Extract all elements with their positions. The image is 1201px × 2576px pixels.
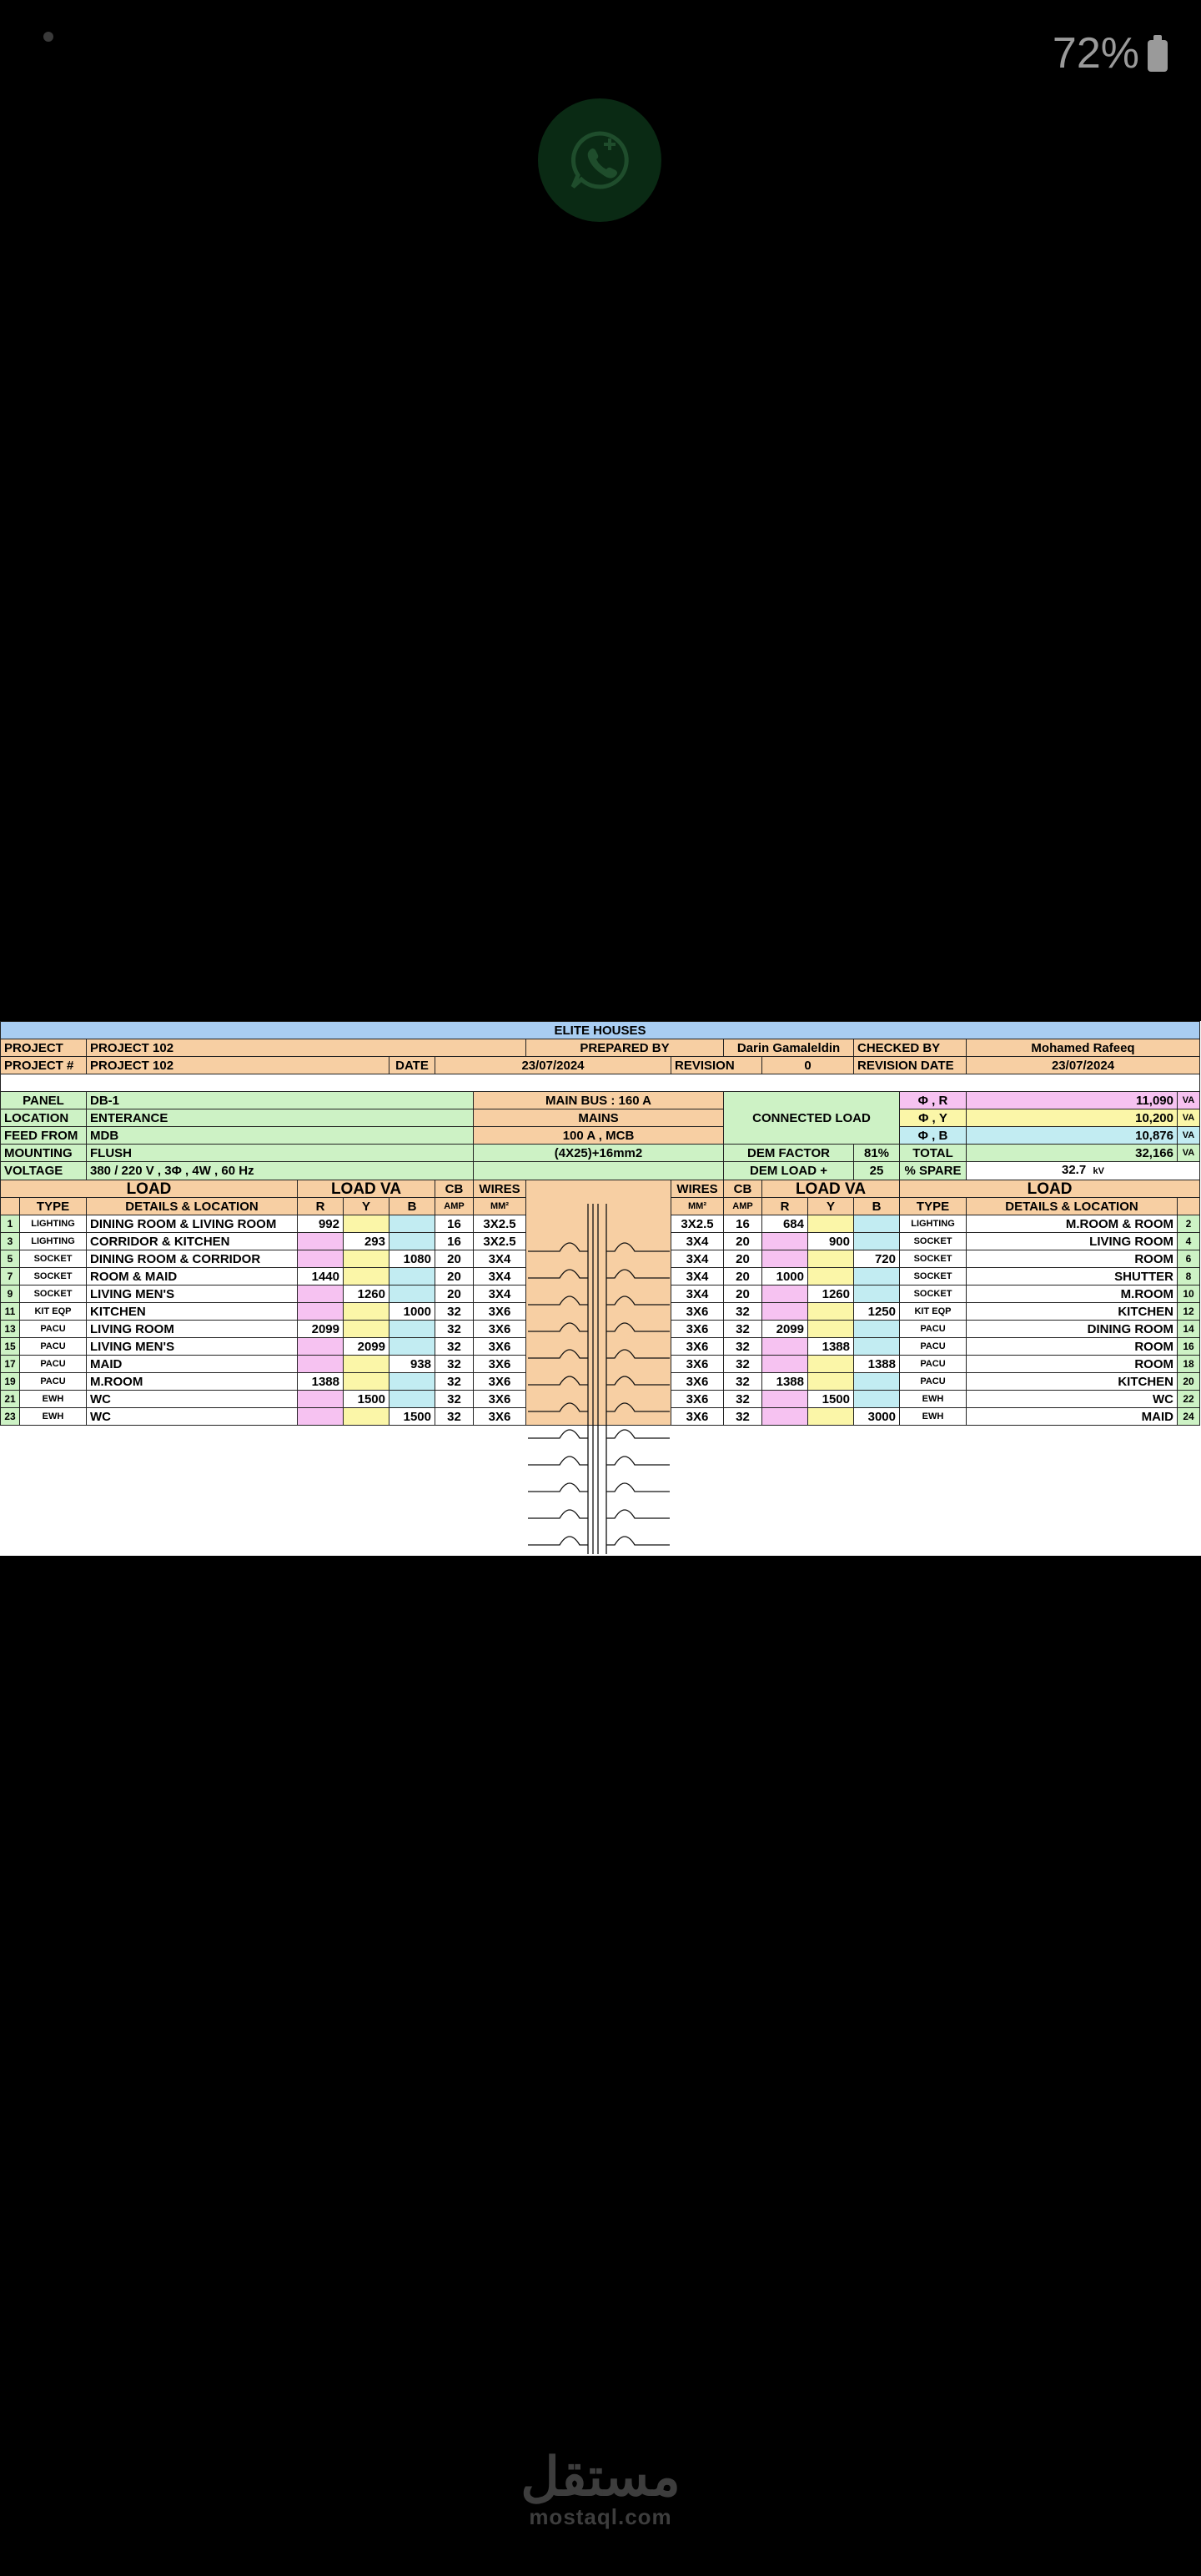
location-value[interactable]: ENTERANCE: [87, 1109, 474, 1127]
right-cb-header: CB: [724, 1180, 762, 1198]
phase-b-label: Φ , B: [900, 1127, 967, 1145]
panel-label: PANEL: [1, 1092, 87, 1109]
project-no-value[interactable]: PROJECT 102: [87, 1057, 389, 1074]
mcb-rating[interactable]: 100 A , MCB: [474, 1127, 724, 1145]
right-b-va[interactable]: [854, 1373, 900, 1391]
left-load-details[interactable]: DINING ROOM & LIVING ROOM: [87, 1215, 298, 1233]
total-label: TOTAL: [900, 1145, 967, 1162]
left-load-type[interactable]: LIGHTING: [20, 1215, 87, 1233]
connected-load-label: CONNECTED LOAD: [724, 1092, 900, 1145]
left-load-type[interactable]: EWH: [20, 1391, 87, 1408]
left-load-details[interactable]: MAID: [87, 1356, 298, 1373]
right-r-va[interactable]: [762, 1391, 808, 1408]
right-load-details[interactable]: ROOM: [967, 1250, 1178, 1268]
left-b-va[interactable]: [389, 1373, 435, 1391]
left-load-type[interactable]: KIT EQP: [20, 1303, 87, 1321]
cable-blank: [474, 1162, 724, 1180]
right-circuit-no: 24: [1178, 1408, 1200, 1426]
right-circuit-no: 14: [1178, 1321, 1200, 1338]
right-circuit-no: 22: [1178, 1391, 1200, 1408]
left-b-va[interactable]: 938: [389, 1356, 435, 1373]
checked-by-value[interactable]: Mohamed Rafeeq: [967, 1039, 1200, 1057]
left-load-details[interactable]: WC: [87, 1391, 298, 1408]
right-load-type[interactable]: PACU: [900, 1321, 967, 1338]
right-cb-amp[interactable]: 32: [724, 1321, 762, 1338]
left-r-va[interactable]: [298, 1285, 344, 1303]
watermark-arabic: مستقل: [520, 2447, 681, 2507]
left-y-va[interactable]: [344, 1373, 389, 1391]
right-circuit-no: 10: [1178, 1285, 1200, 1303]
dem-load-kv: 32.7: [1062, 1163, 1087, 1177]
left-y-va[interactable]: [344, 1268, 389, 1285]
left-wire-size[interactable]: 3X6: [474, 1408, 526, 1426]
project-value[interactable]: PROJECT 102: [87, 1039, 526, 1057]
right-circuit-no: 20: [1178, 1373, 1200, 1391]
dem-load-label: DEM LOAD +: [724, 1162, 854, 1180]
right-cb-amp[interactable]: 32: [724, 1356, 762, 1373]
right-r-va[interactable]: [762, 1303, 808, 1321]
feed-value[interactable]: MDB: [87, 1127, 474, 1145]
right-wire-size[interactable]: 3X6: [671, 1391, 724, 1408]
right-r-va[interactable]: 684: [762, 1215, 808, 1233]
left-r-va[interactable]: [298, 1356, 344, 1373]
project-label: PROJECT: [1, 1039, 87, 1057]
left-load-details[interactable]: LIVING MEN'S: [87, 1338, 298, 1356]
right-r-va[interactable]: 2099: [762, 1321, 808, 1338]
left-cb-amp[interactable]: 32: [435, 1356, 474, 1373]
right-load-type[interactable]: EWH: [900, 1391, 967, 1408]
sheet-title: ELITE HOUSES: [1, 1022, 1200, 1039]
right-r-va[interactable]: [762, 1250, 808, 1268]
right-r-va[interactable]: [762, 1285, 808, 1303]
right-r-va[interactable]: 1000: [762, 1268, 808, 1285]
left-y-va[interactable]: 2099: [344, 1338, 389, 1356]
left-circuit-no: 11: [1, 1303, 20, 1321]
left-wire-size[interactable]: 3X6: [474, 1321, 526, 1338]
prepared-by-label: PREPARED BY: [526, 1039, 724, 1057]
left-r-va[interactable]: 1440: [298, 1268, 344, 1285]
right-wire-size[interactable]: 3X6: [671, 1356, 724, 1373]
right-wires-header: WIRES: [671, 1180, 724, 1198]
left-wire-size[interactable]: 3X6: [474, 1338, 526, 1356]
right-b-va[interactable]: [854, 1321, 900, 1338]
left-load-type[interactable]: EWH: [20, 1408, 87, 1426]
right-y-header: Y: [808, 1198, 854, 1215]
left-r-va[interactable]: 2099: [298, 1321, 344, 1338]
right-load-header: LOAD: [900, 1180, 1200, 1198]
left-wire-size[interactable]: 3X6: [474, 1391, 526, 1408]
battery-status: [1053, 28, 1168, 78]
left-cb-header: CB: [435, 1180, 474, 1198]
right-circuit-no: 2: [1178, 1215, 1200, 1233]
phase-y-unit: VA: [1178, 1109, 1200, 1127]
left-r-va[interactable]: [298, 1250, 344, 1268]
left-b-va[interactable]: 1500: [389, 1408, 435, 1426]
left-wires-header: WIRES: [474, 1180, 526, 1198]
main-bus[interactable]: MAIN BUS : 160 A: [474, 1092, 724, 1109]
left-cb-amp[interactable]: 20: [435, 1250, 474, 1268]
right-y-va[interactable]: [808, 1408, 854, 1426]
right-y-va[interactable]: [808, 1215, 854, 1233]
right-wire-size[interactable]: 3X2.5: [671, 1215, 724, 1233]
right-wire-size[interactable]: 3X4: [671, 1285, 724, 1303]
left-b-va[interactable]: [389, 1321, 435, 1338]
left-cb-amp[interactable]: 32: [435, 1321, 474, 1338]
left-circuit-no: 9: [1, 1285, 20, 1303]
watermark: [0, 2448, 1201, 2530]
phase-y-label: Φ , Y: [900, 1109, 967, 1127]
left-circuit-no: 3: [1, 1233, 20, 1250]
right-circuit-no: 16: [1178, 1338, 1200, 1356]
main-cable[interactable]: (4X25)+16mm2: [474, 1145, 724, 1162]
whatsapp-share-button[interactable]: [538, 98, 661, 222]
left-load-type[interactable]: SOCKET: [20, 1285, 87, 1303]
left-b-va[interactable]: [389, 1338, 435, 1356]
revision-date-label: REVISION DATE: [854, 1057, 967, 1074]
left-wire-size[interactable]: 3X6: [474, 1373, 526, 1391]
left-load-type[interactable]: PACU: [20, 1356, 87, 1373]
left-load-details[interactable]: LIVING ROOM: [87, 1321, 298, 1338]
right-r-va[interactable]: [762, 1338, 808, 1356]
project-no-label: PROJECT #: [1, 1057, 87, 1074]
right-y-va[interactable]: [808, 1321, 854, 1338]
battery-icon: [1148, 40, 1168, 72]
left-b-va[interactable]: [389, 1233, 435, 1250]
right-load-type[interactable]: PACU: [900, 1356, 967, 1373]
right-r-va[interactable]: [762, 1233, 808, 1250]
left-circuit-no: 17: [1, 1356, 20, 1373]
right-r-va[interactable]: [762, 1408, 808, 1426]
right-no-header: [1178, 1198, 1200, 1215]
phase-r-unit: VA: [1178, 1092, 1200, 1109]
left-r-va[interactable]: 992: [298, 1215, 344, 1233]
right-load-type[interactable]: PACU: [900, 1338, 967, 1356]
left-r-va[interactable]: [298, 1338, 344, 1356]
spare-label: % SPARE: [900, 1162, 967, 1180]
left-load-type[interactable]: PACU: [20, 1321, 87, 1338]
left-load-details[interactable]: KITCHEN: [87, 1303, 298, 1321]
left-circuit-no: 1: [1, 1215, 20, 1233]
right-load-type[interactable]: PACU: [900, 1373, 967, 1391]
left-r-va[interactable]: [298, 1408, 344, 1426]
right-b-va[interactable]: [854, 1391, 900, 1408]
right-type-header: TYPE: [900, 1198, 967, 1215]
left-y-va[interactable]: 1260: [344, 1285, 389, 1303]
right-load-type[interactable]: SOCKET: [900, 1250, 967, 1268]
right-wire-size[interactable]: 3X6: [671, 1303, 724, 1321]
left-wire-size[interactable]: 3X6: [474, 1303, 526, 1321]
right-load-type[interactable]: LIGHTING: [900, 1215, 967, 1233]
left-y-header: Y: [344, 1198, 389, 1215]
dem-factor-label: DEM FACTOR: [724, 1145, 854, 1162]
right-cb-amp[interactable]: 32: [724, 1391, 762, 1408]
left-wire-size[interactable]: 3X6: [474, 1356, 526, 1373]
right-load-details[interactable]: ROOM: [967, 1356, 1178, 1373]
right-circuit-no: 6: [1178, 1250, 1200, 1268]
panel-schedule-table: [0, 1021, 1200, 1426]
left-y-va[interactable]: [344, 1215, 389, 1233]
revision-label: REVISION: [671, 1057, 762, 1074]
right-load-details[interactable]: KITCHEN: [967, 1303, 1178, 1321]
left-r-va[interactable]: 1388: [298, 1373, 344, 1391]
left-load-va-header: LOAD VA: [298, 1180, 435, 1198]
right-b-va[interactable]: 1388: [854, 1356, 900, 1373]
right-wire-size[interactable]: 3X6: [671, 1373, 724, 1391]
left-load-details[interactable]: DINING ROOM & CORRIDOR: [87, 1250, 298, 1268]
spare-value[interactable]: 25: [854, 1162, 900, 1180]
right-details-header: DETAILS & LOCATION: [967, 1198, 1178, 1215]
right-load-details[interactable]: MAID: [967, 1408, 1178, 1426]
right-cb-amp[interactable]: 20: [724, 1268, 762, 1285]
left-load-type[interactable]: PACU: [20, 1373, 87, 1391]
right-load-type[interactable]: EWH: [900, 1408, 967, 1426]
left-circuit-no: 13: [1, 1321, 20, 1338]
right-load-details[interactable]: SHUTTER: [967, 1268, 1178, 1285]
right-load-details[interactable]: LIVING ROOM: [967, 1233, 1178, 1250]
left-cb-amp[interactable]: 16: [435, 1233, 474, 1250]
mains-label: MAINS: [474, 1109, 724, 1127]
left-load-type[interactable]: PACU: [20, 1338, 87, 1356]
left-circuit-no: 15: [1, 1338, 20, 1356]
right-y-va[interactable]: [808, 1373, 854, 1391]
right-load-type[interactable]: SOCKET: [900, 1285, 967, 1303]
total-value: 32,166: [967, 1145, 1178, 1162]
left-circuit-no: 7: [1, 1268, 20, 1285]
right-y-va[interactable]: [808, 1268, 854, 1285]
right-wire-size[interactable]: 3X4: [671, 1250, 724, 1268]
feed-label: FEED FROM: [1, 1127, 87, 1145]
right-wire-size[interactable]: 3X4: [671, 1268, 724, 1285]
left-load-header: LOAD: [1, 1180, 298, 1198]
left-wire-size[interactable]: 3X4: [474, 1250, 526, 1268]
prepared-by-value[interactable]: Darin Gamaleldin: [724, 1039, 854, 1057]
right-load-details[interactable]: WC: [967, 1391, 1178, 1408]
right-wire-size[interactable]: 3X6: [671, 1338, 724, 1356]
panel-value[interactable]: DB-1: [87, 1092, 474, 1109]
right-b-va[interactable]: [854, 1268, 900, 1285]
mounting-value[interactable]: FLUSH: [87, 1145, 474, 1162]
total-unit: VA: [1178, 1145, 1200, 1162]
left-wire-size[interactable]: 3X2.5: [474, 1233, 526, 1250]
left-b-va[interactable]: 1080: [389, 1250, 435, 1268]
checked-by-label: CHECKED BY: [854, 1039, 967, 1057]
right-mm2-header: MM²: [671, 1198, 724, 1215]
left-cb-amp[interactable]: 32: [435, 1408, 474, 1426]
right-b-va[interactable]: 720: [854, 1250, 900, 1268]
revision-date-value[interactable]: 23/07/2024: [967, 1057, 1200, 1074]
left-details-header: DETAILS & LOCATION: [87, 1198, 298, 1215]
right-r-va[interactable]: 1388: [762, 1373, 808, 1391]
right-circuit-no: 8: [1178, 1268, 1200, 1285]
right-b-header: B: [854, 1198, 900, 1215]
voltage-label: VOLTAGE: [1, 1162, 87, 1180]
left-y-va[interactable]: 293: [344, 1233, 389, 1250]
right-load-type[interactable]: KIT EQP: [900, 1303, 967, 1321]
left-cb-amp[interactable]: 32: [435, 1373, 474, 1391]
left-wire-size[interactable]: 3X4: [474, 1268, 526, 1285]
right-cb-amp[interactable]: 32: [724, 1373, 762, 1391]
right-load-details[interactable]: M.ROOM & ROOM: [967, 1215, 1178, 1233]
left-cb-amp[interactable]: 32: [435, 1338, 474, 1356]
left-y-va[interactable]: [344, 1321, 389, 1338]
right-cb-amp[interactable]: 20: [724, 1250, 762, 1268]
right-load-details[interactable]: DINING ROOM: [967, 1321, 1178, 1338]
left-load-details[interactable]: CORRIDOR & KITCHEN: [87, 1233, 298, 1250]
left-no-header: [1, 1198, 20, 1215]
panel-schedule-sheet: [0, 1021, 1201, 1556]
left-circuit-no: 23: [1, 1408, 20, 1426]
right-load-details[interactable]: KITCHEN: [967, 1373, 1178, 1391]
right-wire-size[interactable]: 3X4: [671, 1233, 724, 1250]
left-y-va[interactable]: [344, 1356, 389, 1373]
right-y-va[interactable]: 1260: [808, 1285, 854, 1303]
right-cb-amp[interactable]: 32: [724, 1303, 762, 1321]
right-b-va[interactable]: [854, 1215, 900, 1233]
whatsapp-icon: [566, 127, 633, 194]
left-wire-size[interactable]: 3X4: [474, 1285, 526, 1303]
right-circuit-no: 18: [1178, 1356, 1200, 1373]
right-load-va-header: LOAD VA: [762, 1180, 900, 1198]
left-r-va[interactable]: [298, 1233, 344, 1250]
left-cb-amp[interactable]: 32: [435, 1303, 474, 1321]
left-cb-amp[interactable]: 32: [435, 1391, 474, 1408]
right-load-type[interactable]: SOCKET: [900, 1233, 967, 1250]
date-value[interactable]: 23/07/2024: [435, 1057, 671, 1074]
camera-dot: [43, 32, 53, 42]
location-label: LOCATION: [1, 1109, 87, 1127]
right-y-va[interactable]: [808, 1250, 854, 1268]
left-y-va[interactable]: [344, 1408, 389, 1426]
left-cb-amp[interactable]: 16: [435, 1215, 474, 1233]
watermark-latin: mostaql.com: [529, 2504, 672, 2529]
right-b-va[interactable]: [854, 1285, 900, 1303]
right-cb-amp[interactable]: 32: [724, 1338, 762, 1356]
dem-load-unit: kV: [1093, 1166, 1105, 1176]
right-b-va[interactable]: [854, 1233, 900, 1250]
left-circuit-no: 5: [1, 1250, 20, 1268]
right-y-va[interactable]: 900: [808, 1233, 854, 1250]
revision-value[interactable]: 0: [762, 1057, 854, 1074]
phase-b-value: 10,876: [967, 1127, 1178, 1145]
right-wire-size[interactable]: 3X6: [671, 1321, 724, 1338]
left-wire-size[interactable]: 3X2.5: [474, 1215, 526, 1233]
left-type-header: TYPE: [20, 1198, 87, 1215]
phase-y-value: 10,200: [967, 1109, 1178, 1127]
busbar-diagram-cell: [526, 1180, 671, 1426]
left-load-details[interactable]: M.ROOM: [87, 1373, 298, 1391]
left-mm2-header: MM²: [474, 1198, 526, 1215]
voltage-value[interactable]: 380 / 220 V , 3Φ , 4W , 60 Hz: [87, 1162, 474, 1180]
right-circuit-no: 12: [1178, 1303, 1200, 1321]
right-cb-amp[interactable]: 32: [724, 1408, 762, 1426]
left-load-details[interactable]: WC: [87, 1408, 298, 1426]
left-cb-amp[interactable]: 20: [435, 1268, 474, 1285]
phase-r-label: Φ , R: [900, 1092, 967, 1109]
right-y-va[interactable]: 1500: [808, 1391, 854, 1408]
left-load-type[interactable]: SOCKET: [20, 1268, 87, 1285]
dem-load-value: [967, 1162, 1200, 1180]
right-circuit-no: 4: [1178, 1233, 1200, 1250]
right-b-va[interactable]: 3000: [854, 1408, 900, 1426]
date-label: DATE: [389, 1057, 435, 1074]
left-b-va[interactable]: 1000: [389, 1303, 435, 1321]
left-amp-header: AMP: [435, 1198, 474, 1215]
right-b-va[interactable]: [854, 1338, 900, 1356]
right-y-va[interactable]: [808, 1303, 854, 1321]
right-cb-amp[interactable]: 20: [724, 1233, 762, 1250]
left-b-va[interactable]: [389, 1215, 435, 1233]
right-y-va[interactable]: [808, 1356, 854, 1373]
dem-factor-value[interactable]: 81%: [854, 1145, 900, 1162]
left-b-va[interactable]: [389, 1285, 435, 1303]
left-circuit-no: 19: [1, 1373, 20, 1391]
left-b-va[interactable]: [389, 1268, 435, 1285]
right-y-va[interactable]: 1388: [808, 1338, 854, 1356]
left-cb-amp[interactable]: 20: [435, 1285, 474, 1303]
left-y-va[interactable]: 1500: [344, 1391, 389, 1408]
left-load-type[interactable]: SOCKET: [20, 1250, 87, 1268]
right-b-va[interactable]: 1250: [854, 1303, 900, 1321]
left-r-va[interactable]: [298, 1391, 344, 1408]
phase-r-value: 11,090: [967, 1092, 1178, 1109]
battery-percent: 72%: [1052, 29, 1139, 78]
right-r-header: R: [762, 1198, 808, 1215]
right-r-va[interactable]: [762, 1356, 808, 1373]
right-cb-amp[interactable]: 20: [724, 1285, 762, 1303]
right-load-details[interactable]: ROOM: [967, 1338, 1178, 1356]
right-load-details[interactable]: M.ROOM: [967, 1285, 1178, 1303]
left-r-va[interactable]: [298, 1303, 344, 1321]
left-y-va[interactable]: [344, 1250, 389, 1268]
left-r-header: R: [298, 1198, 344, 1215]
right-wire-size[interactable]: 3X6: [671, 1408, 724, 1426]
left-y-va[interactable]: [344, 1303, 389, 1321]
left-circuit-no: 21: [1, 1391, 20, 1408]
right-amp-header: AMP: [724, 1198, 762, 1215]
left-b-va[interactable]: [389, 1391, 435, 1408]
right-cb-amp[interactable]: 16: [724, 1215, 762, 1233]
left-load-details[interactable]: ROOM & MAID: [87, 1268, 298, 1285]
right-load-type[interactable]: SOCKET: [900, 1268, 967, 1285]
left-load-details[interactable]: LIVING MEN'S: [87, 1285, 298, 1303]
left-b-header: B: [389, 1198, 435, 1215]
phase-b-unit: VA: [1178, 1127, 1200, 1145]
mounting-label: MOUNTING: [1, 1145, 87, 1162]
left-load-type[interactable]: LIGHTING: [20, 1233, 87, 1250]
